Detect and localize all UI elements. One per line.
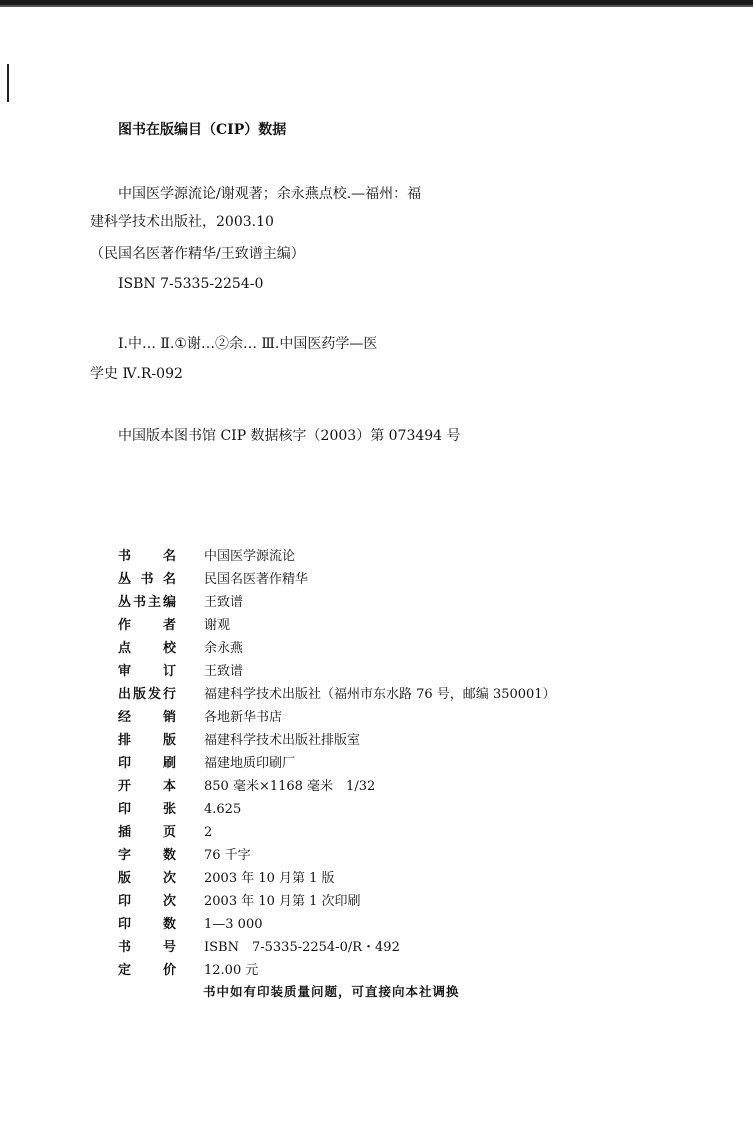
quality-notice: 书中如有印装质量问题，可直接向本社调换 xyxy=(203,984,460,999)
spec-value: 1—3 000 xyxy=(204,917,263,932)
spec-label: 版 次 xyxy=(118,871,176,886)
spec-label: 丛 书 主 编 xyxy=(118,595,176,610)
spec-value: 王致谱 xyxy=(204,664,244,679)
cip-subject-line-2: 学史 Ⅳ.R-092 xyxy=(90,366,183,382)
margin-mark xyxy=(7,64,9,102)
spec-value: 福建科学技术出版社（福州市东水路 76 号，邮编 350001） xyxy=(204,687,556,702)
cip-catalog-number: 中国版本图书馆 CIP 数据核字（2003）第 073494 号 xyxy=(118,428,461,444)
spec-value: 12.00 元 xyxy=(204,963,259,978)
cip-record-line-2: 建科学技术出版社，2003.10 xyxy=(90,214,274,230)
spec-label: 书 号 xyxy=(118,940,176,955)
spec-value: 中国医学源流论 xyxy=(204,549,296,564)
cip-record-line-1: 中国医学源流论/谢观著；余永燕点校.—福州：福 xyxy=(118,186,422,202)
spec-label: 丛 书 名 xyxy=(118,572,176,587)
spec-value: 各地新华书店 xyxy=(204,710,283,725)
spec-value: 民国名医著作精华 xyxy=(204,572,309,587)
spec-value: 4.625 xyxy=(204,802,242,817)
spec-value: 2 xyxy=(204,825,213,840)
spec-value: 2003 年 10 月第 1 次印刷 xyxy=(204,894,361,909)
spec-label: 定 价 xyxy=(118,963,176,978)
spec-label: 书 名 xyxy=(118,549,176,564)
spec-value: 谢观 xyxy=(204,618,231,633)
spec-label: 插 页 xyxy=(118,825,176,840)
spec-label: 排 版 xyxy=(118,733,176,748)
spec-label: 经 销 xyxy=(118,710,176,725)
spec-label: 审 订 xyxy=(118,664,176,679)
spec-value: 余永燕 xyxy=(204,641,244,656)
spec-label: 出 版 发 行 xyxy=(118,687,176,702)
spec-value: 福建地质印刷厂 xyxy=(204,756,296,771)
spec-value: 76 千字 xyxy=(204,848,251,863)
cip-isbn-line: ISBN 7-5335-2254-0 xyxy=(118,276,264,292)
cip-subject-line-1: Ⅰ.中… Ⅱ.①谢…②余… Ⅲ.中国医药学—医 xyxy=(118,336,378,352)
spec-label: 印 刷 xyxy=(118,756,176,771)
cip-series-line: （民国名医著作精华/王致谱主编） xyxy=(90,246,305,262)
spec-label: 点 校 xyxy=(118,641,176,656)
spec-label: 作 者 xyxy=(118,618,176,633)
spec-value: 850 毫米×1168 毫米 1/32 xyxy=(204,779,376,794)
spec-value: 2003 年 10 月第 1 版 xyxy=(204,871,335,886)
spec-label: 印 张 xyxy=(118,802,176,817)
spec-label: 印 数 xyxy=(118,917,176,932)
spec-value: ISBN 7-5335-2254-0/R・492 xyxy=(204,940,400,955)
spec-value: 王致谱 xyxy=(204,595,244,610)
top-border-rule-shadow xyxy=(0,5,753,7)
spec-label: 字 数 xyxy=(118,848,176,863)
cip-heading: 图书在版编目（CIP）数据 xyxy=(118,122,287,138)
spec-label: 开 本 xyxy=(118,779,176,794)
spec-label: 印 次 xyxy=(118,894,176,909)
spec-value: 福建科学技术出版社排版室 xyxy=(204,733,361,748)
